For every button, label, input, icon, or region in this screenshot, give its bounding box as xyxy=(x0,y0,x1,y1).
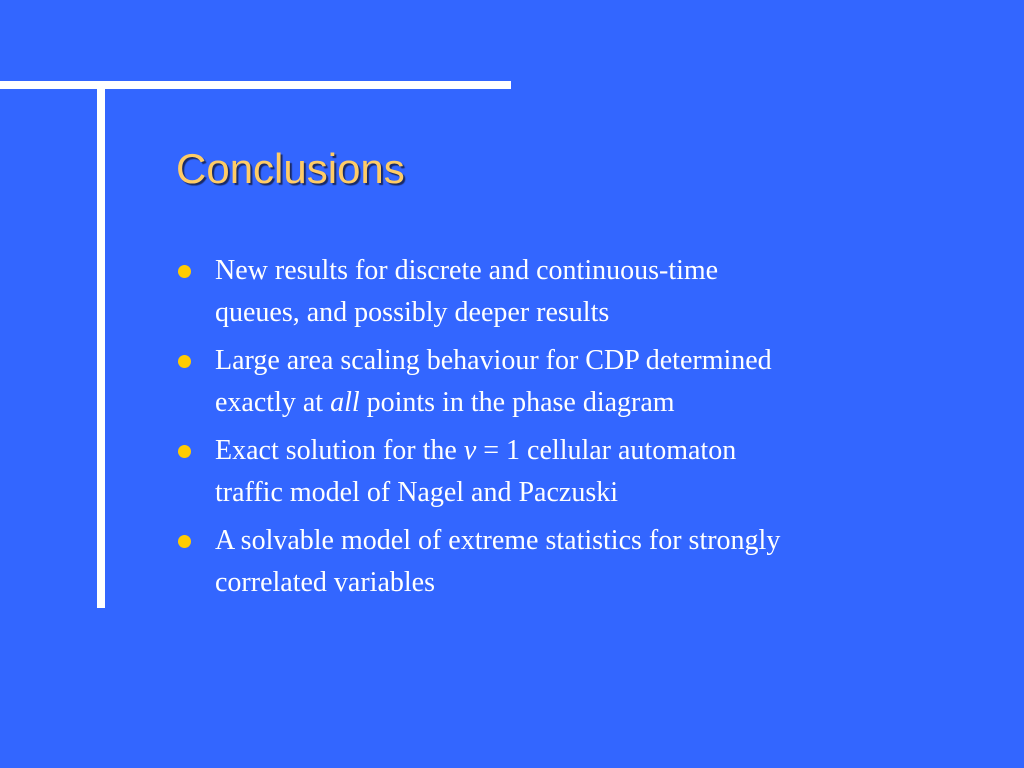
bullet-list xyxy=(178,250,978,610)
bullet-text-line: New results for discrete and continuous-time xyxy=(215,255,719,286)
bullet-text-line: traffic model of Nagel and Paczuski xyxy=(215,477,619,508)
bullet-text-fragment: Exact solution for the xyxy=(215,435,464,466)
bullet-text-fragment: = 1 cellular automaton xyxy=(476,435,737,466)
bullet-text-line: A solvable model of extreme statistics for strongly xyxy=(215,525,781,556)
bullet-text-emphasis: v xyxy=(463,435,477,466)
bullet-icon xyxy=(178,355,191,368)
bullet-icon xyxy=(178,445,191,458)
bullet-text-emphasis: all xyxy=(330,387,360,418)
bullet-item xyxy=(178,520,978,604)
bullet-icon xyxy=(178,535,191,548)
frame-horizontal-bar xyxy=(0,81,511,89)
bullet-icon xyxy=(178,265,191,278)
bullet-text-line: Large area scaling behaviour for CDP determined xyxy=(215,345,772,376)
frame-vertical-bar xyxy=(97,81,105,608)
slide-title: Conclusions xyxy=(176,145,405,192)
bullet-text-line: correlated variables xyxy=(215,567,435,598)
bullet-text-fragment: exactly at xyxy=(215,387,331,418)
bullet-item xyxy=(178,250,978,334)
bullet-text-line: queues, and possibly deeper results xyxy=(215,297,610,328)
bullet-item xyxy=(178,430,978,514)
bullet-item xyxy=(178,340,978,424)
bullet-text-fragment: points in the phase diagram xyxy=(359,387,675,418)
